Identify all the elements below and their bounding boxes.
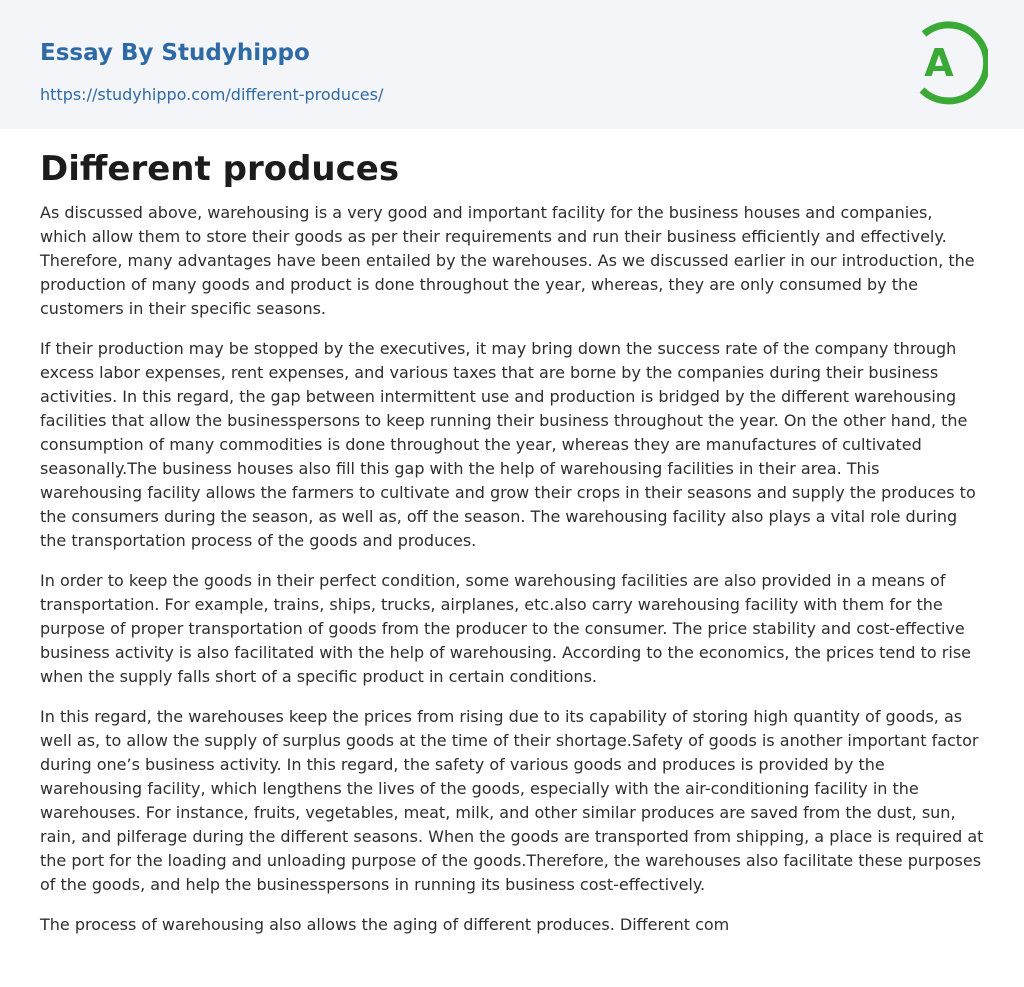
logo-letter: A [924, 41, 954, 85]
paragraph: The process of warehousing also allows the aging of different produces. Different com [40, 915, 730, 934]
page-title: Different produces [40, 149, 400, 189]
brand-title[interactable]: Essay By Studyhippo [40, 40, 310, 66]
paragraph: In this regard, the warehouses keep the prices from rising due to its capability of storing high quantity of goods, as well as, to allow the supply of surplus goods at the time of their shortage.Safety of goods is another important factor during one’s business activity. In this regard, the safety of various goods and produces is provided by the warehousing facility, which lengthens the lives of the goods, especially with the air-conditioning facility in the warehouses. For instance, fruits, vegetables, meat, milk, and other similar produces are saved from the dust, sun, rain, and pilferage during the different seasons. When the goods are transported from shipping, a place is required at the port for the loading and unloading purpose of the goods.Therefore, the warehouses also facilitate these purposes of the goods, and help the businesspersons in running its business cost-effectively. [40, 707, 984, 894]
paragraph: As discussed above, warehousing is a very good and important facility for the business houses and companies, which allow them to store their goods as per their requirements and run their business efficiently and effectively. Therefore, many advantages have been entailed by the warehouses. As we discussed earlier in our introduction, the production of many goods and product is done throughout the year, whereas, they are only consumed by the customers in their specific seasons. [40, 203, 975, 318]
paragraph: In order to keep the goods in their perfect condition, some warehousing facilities are also provided in a means of transportation. For example, trains, ships, trucks, airplanes, etc.also carry warehousing facility with them for the purpose of proper transportation of goods from the producer to the consumer. The price stability and cost-effective business activity is also facilitated with the help of warehousing. According to the economics, the prices tend to rise when the supply falls short of a specific product in certain conditions. [40, 571, 972, 686]
essay-url-link[interactable]: https://studyhippo.com/different-produces/ [40, 85, 384, 104]
studyhippo-logo-icon[interactable] [908, 18, 988, 106]
paragraph: If their production may be stopped by the executives, it may bring down the success rate of the company through excess labor expenses, rent expenses, and various taxes that are borne by the companies during their business activities. In this regard, the gap between intermittent use and production is bridged by the different warehousing facilities that allow the businesspersons to keep running their business throughout the year. On the other hand, the consumption of many commodities is done throughout the year, whereas they are manufactures of cultivated seasonally.The business houses also fill this gap with the help of warehousing facilities in their area. This warehousing facility allows the farmers to cultivate and grow their crops in their seasons and supply the produces to the consumers during the season, as well as, off the season. The warehousing facility also plays a vital role during the transportation process of the goods and produces. [40, 339, 976, 550]
site-header [0, 0, 1024, 129]
article-body [0, 129, 1024, 937]
